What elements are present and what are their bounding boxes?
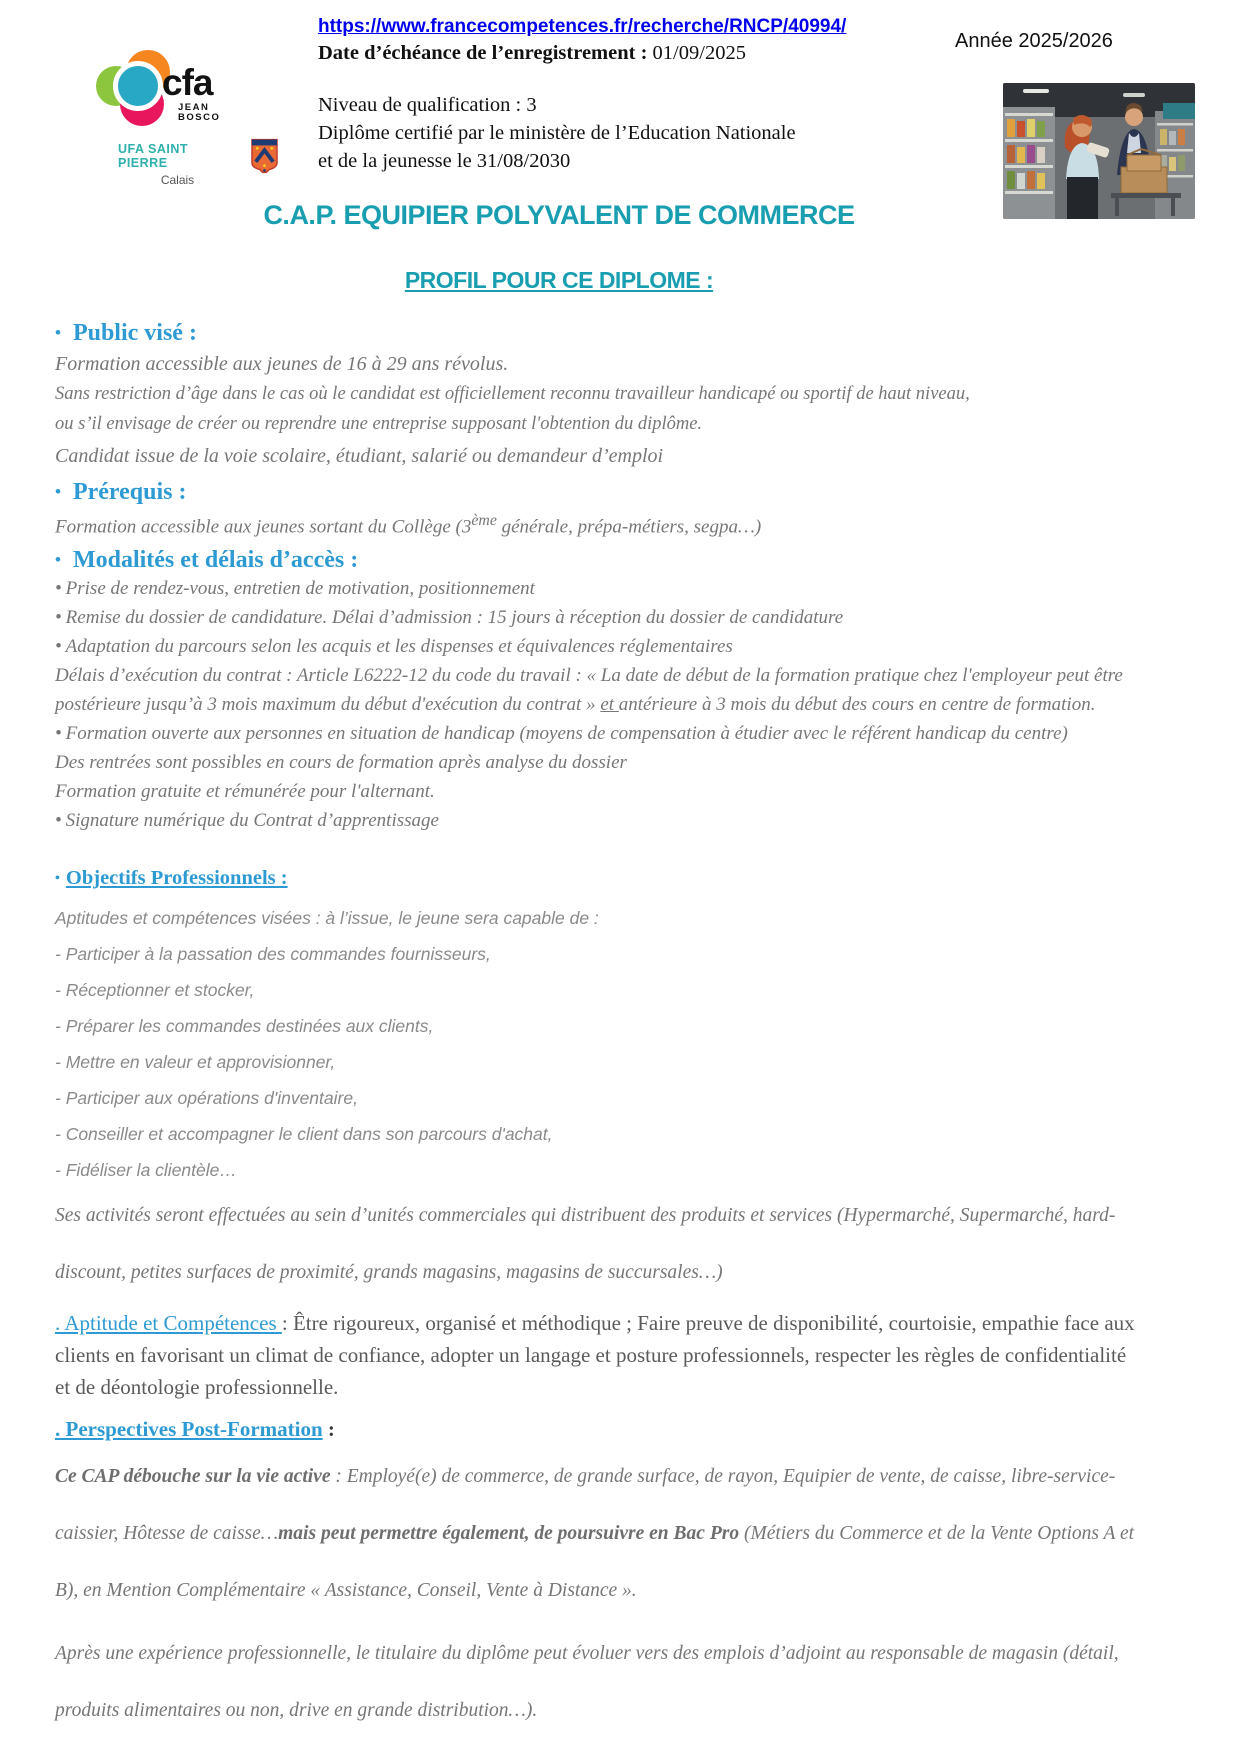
section-heading-prerequis: • Prérequis :: [55, 479, 187, 505]
registration-deadline-label: Date d’échéance de l’enregistrement :: [318, 42, 648, 64]
section-heading-public-vise: • Public visé :: [55, 320, 197, 346]
qualification-level: Niveau de qualification : 3: [318, 94, 537, 116]
bullet-icon: •: [55, 871, 60, 887]
objectifs-item: - Préparer les commandes destinées aux clients,: [55, 1016, 434, 1037]
public-paragraph-1: Formation accessible aux jeunes de 16 à 29 ans révolus.: [55, 353, 509, 375]
perspectives-paragraph-1: Ce CAP débouche sur la vie active : Employé(e) de commerce, de grande surface, de rayon, Equipier de vente, de caisse, libre-service-caissier, Hôtesse de caisse…mais peut permettre également, de poursuivre en Bac Pro (Métiers du Commerce et de la Vente Options A et B), en Mention Complémentaire « Assistance, Conseil, Vente à Distance ».: [55, 1466, 1135, 1602]
certifying-ministry-line1: Diplôme certifié par le ministère de l’Education Nationale: [318, 122, 796, 144]
modalites-bullet-3: • Adaptation du parcours selon les acquis et les dispenses et équivalences réglementaires: [55, 636, 733, 658]
public-paragraph-4: Candidat issue de la voie scolaire, étudiant, salarié ou demandeur d’emploi: [55, 445, 664, 467]
underlined-et: et: [600, 694, 619, 716]
cfa-logo-circles-icon: [96, 50, 221, 128]
certifying-ministry-line2: et de la jeunesse le 31/08/2030: [318, 150, 571, 172]
logo-teal-circle-icon: [113, 61, 163, 111]
bullet-icon: •: [55, 723, 62, 745]
bold-lead-in: Ce CAP débouche sur la vie active: [55, 1466, 331, 1488]
superscript-eme: ème: [471, 512, 497, 529]
saint-pierre-crest-icon: [251, 138, 278, 174]
cfa-jean-bosco-logo: [88, 50, 278, 187]
bullet-icon: •: [55, 607, 62, 629]
registration-deadline: [318, 42, 938, 65]
bullet-icon: •: [55, 578, 62, 600]
objectifs-item: - Participer à la passation des commandes fournisseurs,: [55, 944, 491, 965]
objectifs-item: - Conseiller et accompagner le client dans son parcours d'achat,: [55, 1124, 553, 1145]
objectifs-outro: Ses activités seront effectuées au sein d’unités commerciales qui distribuent des produits et services (Hypermarché, Supermarché, hard-discount, petites surfaces de proximité, grands magasins, magasins de succursales…): [55, 1205, 1116, 1284]
qualification-block: [318, 91, 938, 175]
school-year-label: Année 2025/2026: [955, 30, 1113, 52]
bullet-icon: •: [55, 323, 61, 342]
objectifs-intro: Aptitudes et compétences visées : à l’issue, le jeune sera capable de :: [55, 908, 599, 929]
section-heading-objectifs: • Objectifs Professionnels :: [55, 867, 288, 890]
cfa-logo-text: [162, 64, 220, 122]
city-label: Calais: [160, 173, 195, 187]
public-paragraph-2: Sans restriction d’âge dans le cas où le candidat est officiellement reconnu travailleur handicapé ou sportif de haut niveau,: [55, 384, 970, 404]
modalites-bullet-2: • Remise du dossier de candidature. Délai d’admission : 15 jours à réception du dossier de candidature: [55, 607, 844, 629]
public-paragraph-3: ou s’il envisage de créer ou reprendre une entreprise supposant l'obtention du diplôme.: [55, 414, 703, 434]
modalites-bullet-4: • Formation ouverte aux personnes en situation de handicap (moyens de compensation à étudier avec le référent handicap du centre): [55, 723, 1068, 745]
profile-subtitle: PROFIL POUR CE DIPLOME :: [404, 267, 714, 293]
ufa-saint-pierre-label: UFA SAINT PIERRE: [118, 142, 189, 170]
page-title: C.A.P. EQUIPIER POLYVALENT DE COMMERCE: [263, 200, 855, 230]
objectifs-item: - Réceptionner et stocker,: [55, 980, 255, 1001]
supermarket-photo: [1003, 83, 1195, 219]
modalites-bullet-1: • Prise de rendez-vous, entretien de motivation, positionnement: [55, 578, 535, 600]
jean-bosco-wordmark: JEAN BOSCO: [178, 102, 221, 123]
aptitude-paragraph: . Aptitude et Compétences : Être rigoureux, organisé et méthodique ; Faire preuve de disponibilité, courtoisie, empathie face aux clients en favorisant un climat de confiance, adopter un langage et posture professionnels, respecter les règles de confidentialité et de déontologie professionnelle.: [55, 1311, 1135, 1400]
rncp-link[interactable]: https://www.francecompetences.fr/recherche/RNCP/40994/: [318, 16, 847, 37]
prerequis-paragraph: Formation accessible aux jeunes sortant du Collège (3ème générale, prépa-métiers, segpa…): [55, 512, 762, 538]
modalites-delais-paragraph: Délais d’exécution du contrat : Article L6222-12 du code du travail : « La date de début de la formation pratique chez l'employeur peut être postérieure jusqu’à 3 mois maximum du début d'exécution du contrat » et antérieure à 3 mois du début des cours en centre de formation.: [55, 665, 1123, 716]
objectifs-item: - Fidéliser la clientèle…: [55, 1160, 237, 1181]
objectifs-item: - Participer aux opérations d'inventaire,: [55, 1088, 358, 1109]
registration-deadline-value: 01/09/2025: [652, 42, 746, 64]
section-heading-perspectives: . Perspectives Post-Formation :: [55, 1417, 335, 1442]
modalites-paragraph-3: Formation gratuite et rémunérée pour l'alternant.: [55, 781, 435, 803]
modalites-bullet-5: • Signature numérique du Contrat d’apprentissage: [55, 810, 439, 832]
perspectives-paragraph-2: Après une expérience professionnelle, le titulaire du diplôme peut évoluer vers des emplois d’adjoint au responsable de magasin (détail, produits alimentaires ou non, drive en grande distribution…).: [55, 1643, 1119, 1722]
bullet-icon: •: [55, 550, 61, 570]
objectifs-item: - Mettre en valeur et approvisionner,: [55, 1052, 336, 1073]
cfa-wordmark: cfa: [162, 62, 213, 103]
bullet-icon: •: [55, 810, 62, 832]
bullet-icon: •: [55, 482, 61, 501]
modalites-paragraph-2: Des rentrées sont possibles en cours de formation après analyse du dossier: [55, 752, 627, 774]
section-heading-modalites: • Modalités et délais d’accès :: [55, 547, 359, 574]
bold-bac-pro: mais peut permettre également, de poursuivre en Bac Pro: [278, 1523, 740, 1545]
aptitude-label: . Aptitude et Compétences: [55, 1311, 282, 1336]
bullet-icon: •: [55, 636, 62, 658]
